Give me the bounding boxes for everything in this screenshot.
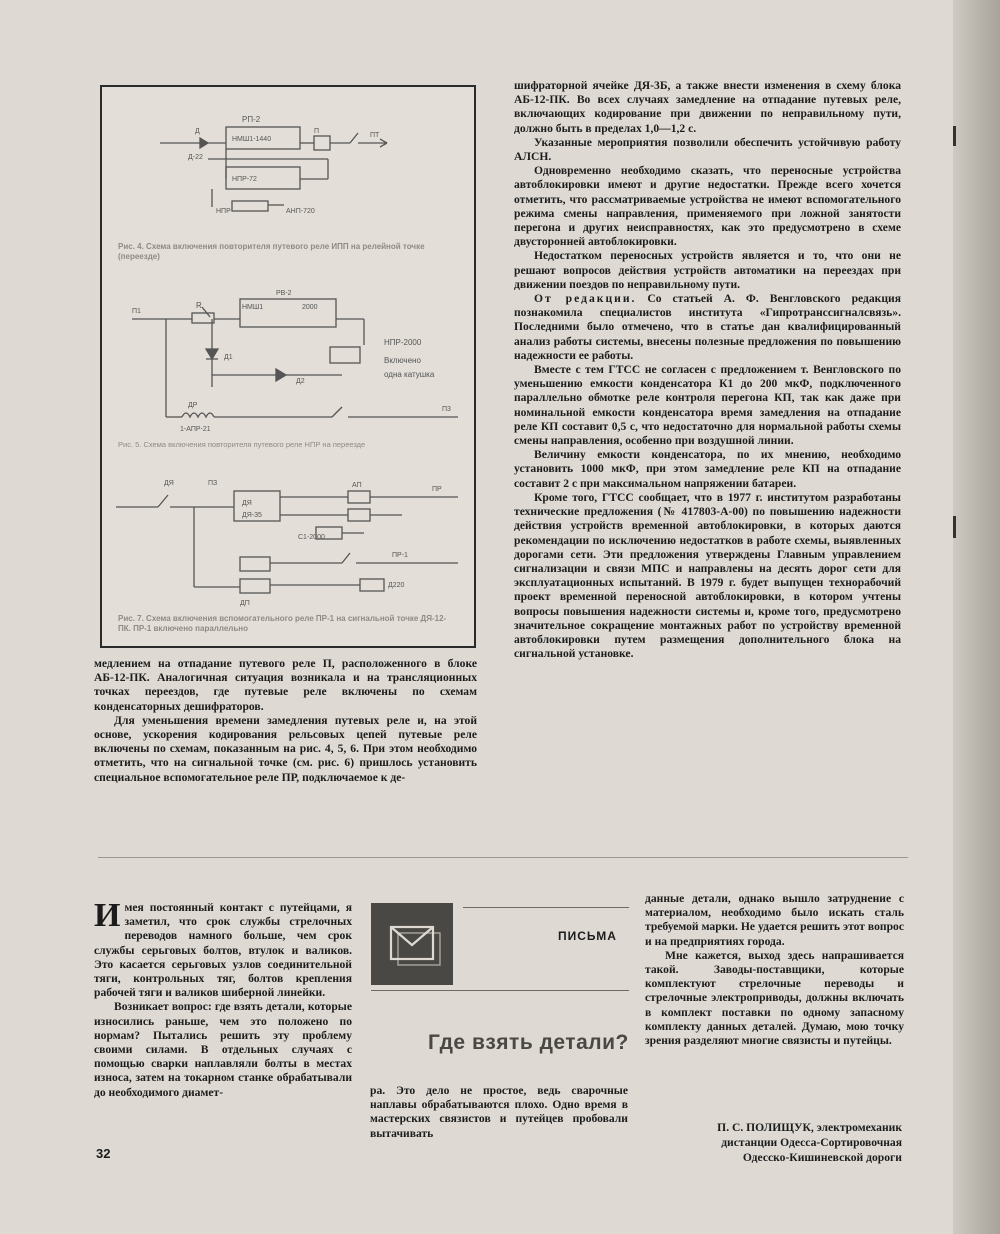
fig3-label-dya: ДЯ [164,480,174,487]
fig2-label-apr: 1-АПР-21 [180,426,211,433]
fig1-label-anp: АНП-720 [286,208,315,215]
paragraph: Указанные мероприятия позволили обеспечить устойчивую работу АЛСН. [514,135,901,164]
fig3-label-ap: АП [352,482,362,489]
letter-headline: Где взять детали? [428,1031,629,1054]
fig3-label-pz: ПЗ [208,480,218,487]
paragraph: Кроме того, ГТСС сообщает, что в 1977 г. институтом разработаны технические предложения (№ 417803-А-00) по повышению надежности действия устройств временной автоблокировки, в которых даются рекомендации по исключению недостатков в работе схемы, выявленных дорогами сети. Эти предложения утверждены Главным управлением сигнализации и связи МПС и направлены на десять дорог сети для эксплуатационных испытаний. В 1979 г. будет выпущен технорабочий проект временной переносной автоблокировки, в котором учтены вопросы повышения надежности системы и, кроме того, предусмотрено значительное сокращение монтажных работ по устройству временной автоблокировки путем размещения дополнительного блока на сигнальной установке. [514,490,901,661]
figure-1-caption: Рис. 4. Схема включения повторителя путевого реле ИПП на релейной точке (переезде) [118,242,425,261]
left-column-text [94,657,477,785]
section-divider [98,857,908,858]
fig3-label-pr: ПР [432,486,442,493]
page-number: 32 [96,1146,111,1161]
fig1-label-rp2: РП-2 [242,115,261,124]
drop-cap: И [94,897,121,934]
letter-signature [640,1120,902,1165]
paragraph: медлением на отпадание путевого реле П, расположенного в блоке АБ-12-ПК. Аналогичная ситуация возникала и на трансляционных точках переездов, где путевые реле включены по схемам конденсаторных дешифраторов. [94,657,477,713]
paragraph: Для уменьшения времени замедления путевых реле и, на этой основе, ускорения кодирования рельсовых цепей путевые реле включены по схемам, показанным на рис. 4, 5, 6. При этом необходимо отметить, что на сигнальной точке (см. рис. 6) пришлось установить специальное вспомогательное реле ПР, подключаемое к де- [94,713,477,784]
paragraph: Мне кажется, выход здесь напрашивается такой. Заводы-поставщики, которые комплектуют стрелочные переводы и стрелочные электроприводы, должны включать в комплект поставки по одному запасному комплекту данных деталей. Думаю, мою точку зрения разделяют многие связисты и путейцы. [645,948,904,1048]
circuit-diagrams [102,87,474,646]
fig2-label-nmsh: НМШ1 [242,304,264,311]
circuit-diagram-1 [160,115,387,215]
fig2-label-npr2000: НПР-2000 [384,338,422,347]
paragraph: Недостатком переносных устройств является и то, что они не решают вопросов действия устройств автоматики на переездах при движении поездов по неправильному пути. [514,249,901,291]
fig3-label-pr1: ПР-1 [392,552,408,559]
paragraph [94,897,352,1000]
paragraph: Величину емкости конденсатора, по их мнению, необходимо установить 1000 мкФ, при этом замедление реле КП на отпадание составит 2 с при максимальном напряжении батареи. [514,448,901,490]
fig2-label-2000: 2000 [302,304,318,311]
circuit-diagram-3 [116,480,458,607]
fig1-label-pt: ПТ [370,132,380,139]
fig1-label-d22: Д-22 [188,154,203,161]
letter-column-3 [645,892,904,1048]
signature-line: дистанции Одесса-Сортировочная [721,1136,902,1149]
editor-lead: От редакции. [534,292,637,306]
page-edge-shadow [953,0,1000,1234]
rule-line [463,907,629,908]
figure-panel [100,85,476,648]
fig2-label-dr: ДР [188,402,198,409]
fig1-label-d: Д [195,128,200,135]
circuit-diagram-2 [132,290,458,433]
envelope-icon-glyph [371,903,453,985]
rule-line [371,990,629,991]
fig1-label-npr: НПР [216,208,231,215]
fig3-label-s1: С1-2000 [298,534,325,541]
paragraph: данные детали, однако вышло затруднение с материалом, необходимо было искать сталь требуемой марки. Не удается решить этот вопрос и на предприятиях города. [645,892,904,948]
figure-2-caption: Рис. 5. Схема включения повторителя путевого реле НПР на переезде [118,440,366,449]
paragraph: ра. Это дело не простое, ведь сварочные наплавы обрабатываются плохо. Одно время в мастерских связистов и путейцев пробовали вытачивать [370,1084,628,1140]
fig2-label-p3: П3 [442,406,451,413]
paragraph-text: мея постоянный контакт с путейцами, я заметил, что срок службы стрелочных переводов намного больше, чем срок службы серьговых болтов, втулок и валиков. Это касается серьговых узлов соединительной тяги, контрольных тяг, болтов крепления рабочей тяги и валиков шиберной линейки. [94,901,352,1000]
paragraph: Одновременно необходимо сказать, что переносные устройства автоблокировки имеют и другие недостатки. Прежде всего хочется отметить, что рассматриваемые устройства не имеют вспомогательного режима смены направления, применяемого при ложной занятости перегона и других неисправностях, как это предусмотрено в схеме двусторонней автоблокировки. [514,164,901,249]
fig1-label-nmsh: НМШ1-1440 [232,136,272,143]
fig1-label-p: П [314,128,320,135]
figure-3-caption: Рис. 7. Схема включения вспомогательного реле ПР-1 на сигнальной точке ДЯ-12-ПК. ПР-1 включено параллельно [118,614,447,633]
signature-line: П. С. ПОЛИЩУК, электромеханик [717,1121,902,1134]
paragraph: Возникает вопрос: где взять детали, которые износились раньше, чем это положено по нормам? Пытались решить эту проблему своими силами. В отдельных случаях с помощью сварки наплавляли болты в местах износа, затем на токарном станке обрабатывали до необходимого диамет- [94,1000,352,1099]
signature-line: Одесско-Кишиневской дороги [742,1151,902,1164]
fig2-label-vklyucheno: Включено [384,356,421,365]
fig2-label-d2: Д2 [296,378,305,385]
fig2-label-rv2: РВ-2 [276,290,292,297]
editor-note [514,292,901,363]
envelope-icon [371,903,453,985]
edge-mark [953,126,956,146]
fig2-label-p1: П1 [132,308,141,315]
right-column-text [514,79,901,661]
fig2-label-d1: Д1 [224,354,233,361]
section-label: ПИСЬМА [558,929,617,943]
paragraph: шифраторной ячейке ДЯ-3Б, а также внести изменения в схему блока АБ-12-ПК. Во всех случаях замедление на отпадание путевых реле, включающих кодирование при движении по неправильному пути, должно быть в пределах 1,0—1,2 с. [514,79,901,135]
letter-column-2 [370,1084,628,1141]
edge-mark [953,516,956,538]
fig2-label-r: R [196,301,202,310]
paragraph: Вместе с тем ГТСС не согласен с предложением т. Венгловского по уменьшению емкости конденсатора К1 до 200 мкФ, подключенного параллельно обмотке реле контроля перегона КП, так как даже при номинальной емкости конденсатора время замедления на отпадание реле КП составит 0,5 с, что недостаточно для нормальной работы схемы смены направления, особенно при воздушной линии. [514,363,901,448]
letter-column-1 [94,897,352,1100]
fig3-label-dya35: ДЯ-35 [242,512,262,519]
fig3-label-dp: ДП [240,600,250,607]
editor-note-text: Со статьей А. Ф. Венгловского редакция познакомила специалистов института «Гипротранссигналсвязь». Последними было отмечено, что в статье дан квалифицированный анализ работы системы, внесены полезные предложения по повышению надежности ее работы. [514,292,901,362]
fig1-label-npr72: НПР-72 [232,176,257,183]
fig2-label-odna-katushka: одна катушка [384,370,435,379]
fig3-label-dya2: ДЯ [242,500,252,507]
fig3-label-d220: Д220 [388,582,405,589]
